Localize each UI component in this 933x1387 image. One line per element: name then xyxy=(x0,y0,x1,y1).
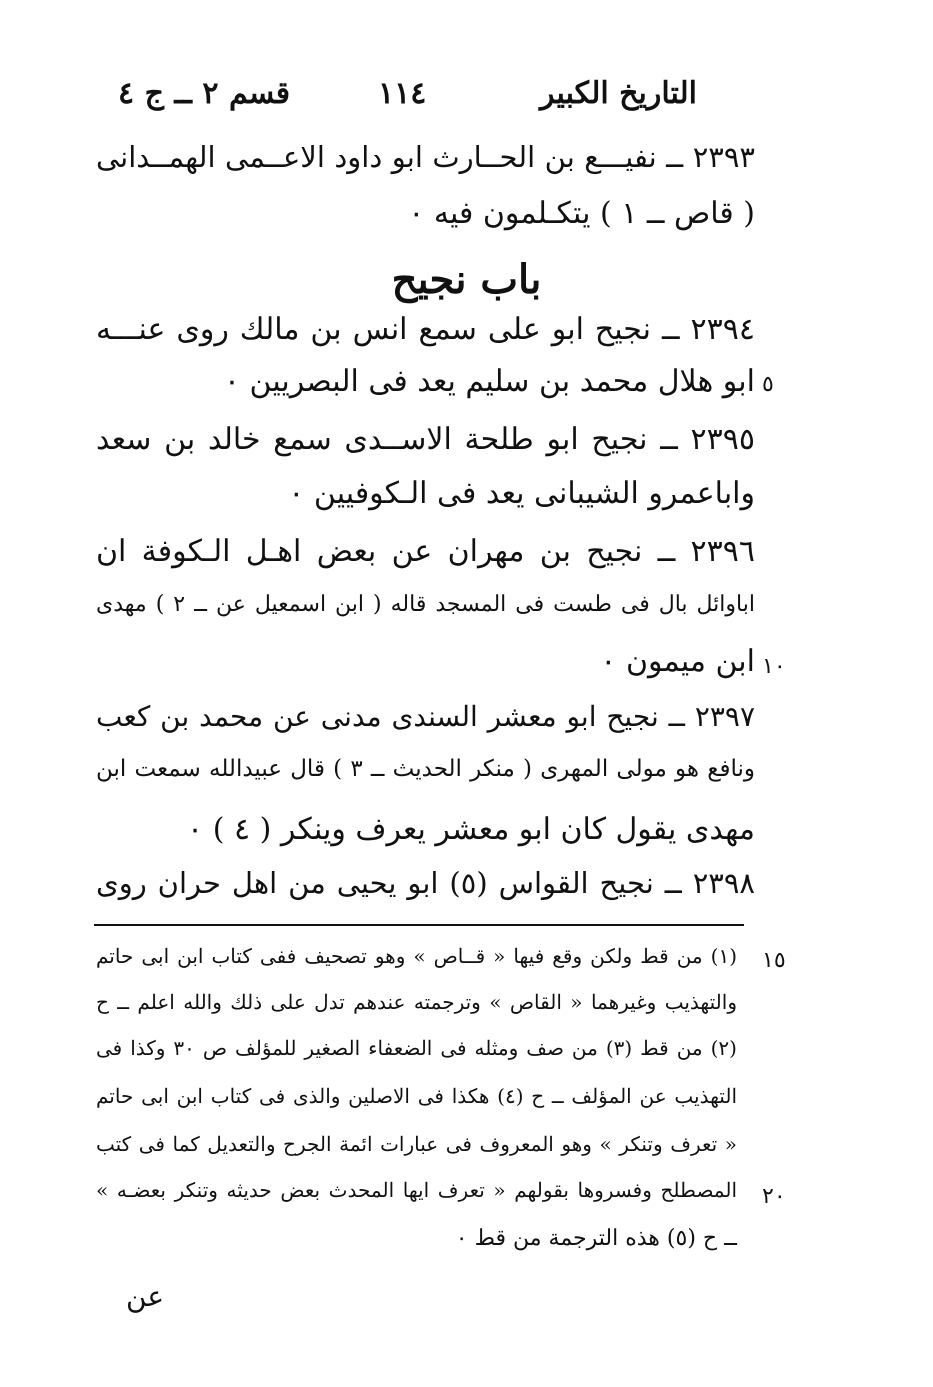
entry-2396-line-2: اباوائل بال فى طست فى المسجد قاله ( ابن اسمعيل عن ــ ٢ ) مهدى xyxy=(96,592,755,617)
footnote-line-1: (١) من قط ولكن وقع فيها « قــاص » وهو تصحيف ففى كتاب ابن ابى حاتم xyxy=(96,944,737,968)
margin-line-number-5: ٥ xyxy=(762,372,774,397)
chapter-heading: باب نجيح xyxy=(391,256,542,303)
footnote-line-5: « تعرف وتنكر » وهو المعروف فى عبارات ائمة الجرح والتعديل كما فى كتب xyxy=(96,1132,737,1156)
entry-2394-line-1: ٢٣٩٤ ــ نجيح ابو على سمع انس بن مالك روى عنـــه xyxy=(96,312,755,347)
margin-line-number-15: ١٥ xyxy=(762,948,786,973)
entry-2397-line-1: ٢٣٩٧ ــ نجيح ابو معشر السندى مدنى عن محمد بن كعب xyxy=(96,700,755,733)
margin-line-number-10: ١٠ xyxy=(762,654,786,679)
entry-2396-line-3: ابن ميمون ٠ xyxy=(600,644,755,679)
entry-2397-line-2: ونافع هو مولى المهرى ( منكر الحديث ــ ٣ ) قال عبيدالله سمعت ابن xyxy=(96,756,756,782)
footnote-line-4: التهذيب عن المؤلف ــ ح (٤) هكذا فى الاصلين والذى فى كتاب ابن ابى حاتم xyxy=(96,1084,737,1108)
footnote-divider xyxy=(94,924,744,926)
page-number: ١١٤ xyxy=(378,76,427,111)
entry-2393-line-2: ( قاص ــ ١ ) يتكـلمون فيه ٠ xyxy=(408,196,755,231)
entry-2395-line-2: واباعمرو الشيبانى يعد فى الـكوفيين ٠ xyxy=(288,476,755,511)
entry-2393-line-1: ٢٣٩٣ ــ نفيـــع بن الحــارث ابو داود الاعــمى الهمــدانى xyxy=(96,140,755,174)
catchword: عن xyxy=(126,1280,165,1313)
entry-2397-line-3: مهدى يقول كان ابو معشر يعرف وينكر ( ٤ ) ٠ xyxy=(187,812,755,847)
entry-2395-line-1: ٢٣٩٥ ــ نجيح ابو طلحة الاســدى سمع خالد بن سعد xyxy=(96,422,755,457)
footnote-line-6: المصطلح وفسروها بقولهم « تعرف ايها المحدث بعض حديثه وتنكر بعضـه » xyxy=(96,1178,737,1202)
entry-2396-line-1: ٢٣٩٦ ــ نجيح بن مهران عن بعض اهـل الـكوفة ان xyxy=(96,534,755,569)
entry-2394-line-2: ابو هلال محمد بن سليم يعد فى البصريين ٠ xyxy=(223,364,755,399)
running-header-title: التاريخ الكبير xyxy=(539,76,697,111)
footnote-line-2: والتهذيب وغيرهما « القاص » وترجمته عندهم تدل على ذلك والله اعلم ــ ح xyxy=(96,990,737,1014)
entry-2398-line-1: ٢٣٩٨ ــ نجيح القواس (٥) ابو يحيى من اهل حران روى xyxy=(96,866,756,900)
margin-line-number-20: ٢٠ xyxy=(762,1184,786,1209)
footnote-line-3: (٢) من قط (٣) من صف ومثله فى الضعفاء الصغير للمؤلف ص ٣٠ وكذا فى xyxy=(96,1036,737,1060)
footnote-line-7: ــ ح (٥) هذه الترجمة من قط ٠ xyxy=(455,1226,737,1251)
volume-label: قسم ٢ ــ ج ٤ xyxy=(118,76,291,111)
